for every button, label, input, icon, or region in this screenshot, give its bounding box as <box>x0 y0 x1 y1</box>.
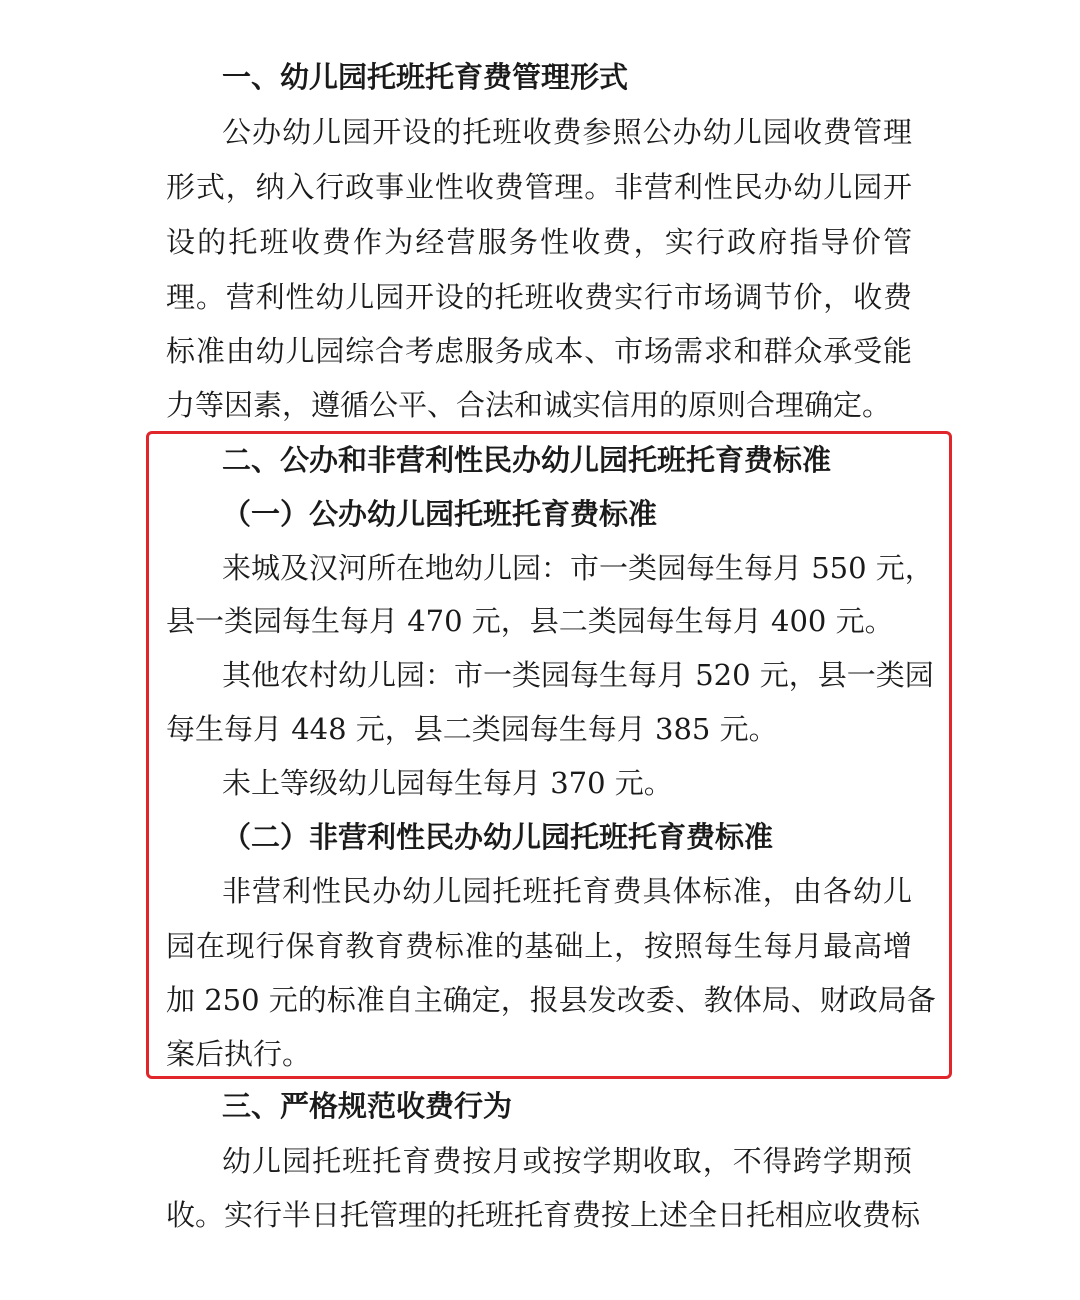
paragraph-line: 县一类园每生每月 470 元，县二类园每生每月 400 元。 <box>166 604 894 638</box>
subsection-heading-2: （二）非营利性民办幼儿园托班托育费标准 <box>222 820 774 854</box>
paragraph-line: 加 250 元的标准自主确定，报县发改委、教体局、财政局备 <box>166 983 936 1017</box>
paragraph-line: 园在现行保育教育费标准的基础上，按照每生每月最高增 <box>166 929 912 963</box>
paragraph-line: 每生每月 448 元，县二类园每生每月 385 元。 <box>166 712 778 746</box>
paragraph-line: 力等因素，遵循公平、合法和诚实信用的原则合理确定。 <box>166 388 892 422</box>
paragraph-line: 设的托班收费作为经营服务性收费，实行政府指导价管 <box>166 225 912 259</box>
paragraph-line: 理。营利性幼儿园开设的托班收费实行市场调节价，收费 <box>166 280 912 314</box>
paragraph-line: 公办幼儿园开设的托班收费参照公办幼儿园收费管理 <box>222 115 912 149</box>
paragraph-line: 非营利性民办幼儿园托班托育费具体标准，由各幼儿 <box>222 874 912 908</box>
paragraph-line: 形式，纳入行政事业性收费管理。非营利性民办幼儿园开 <box>166 170 912 204</box>
paragraph-line: 幼儿园托班托育费按月或按学期收取，不得跨学期预 <box>222 1144 912 1178</box>
section-heading-1: 一、幼儿园托班托育费管理形式 <box>222 60 629 94</box>
section-heading-3: 三、严格规范收费行为 <box>222 1089 513 1123</box>
paragraph-line: 其他农村幼儿园：市一类园每生每月 520 元，县一类园 <box>222 658 934 692</box>
paragraph-line: 案后执行。 <box>166 1037 312 1071</box>
subsection-heading-1: （一）公办幼儿园托班托育费标准 <box>222 497 658 531</box>
paragraph-line: 收。实行半日托管理的托班托育费按上述全日托相应收费标 <box>166 1198 921 1232</box>
section-heading-2: 二、公办和非营利性民办幼儿园托班托育费标准 <box>222 443 832 477</box>
paragraph-line: 标准由幼儿园综合考虑服务成本、市场需求和群众承受能 <box>166 334 912 368</box>
paragraph-line: 来城及汉河所在地幼儿园：市一类园每生每月 550 元， <box>222 551 934 585</box>
paragraph-line: 未上等级幼儿园每生每月 370 元。 <box>222 766 673 800</box>
